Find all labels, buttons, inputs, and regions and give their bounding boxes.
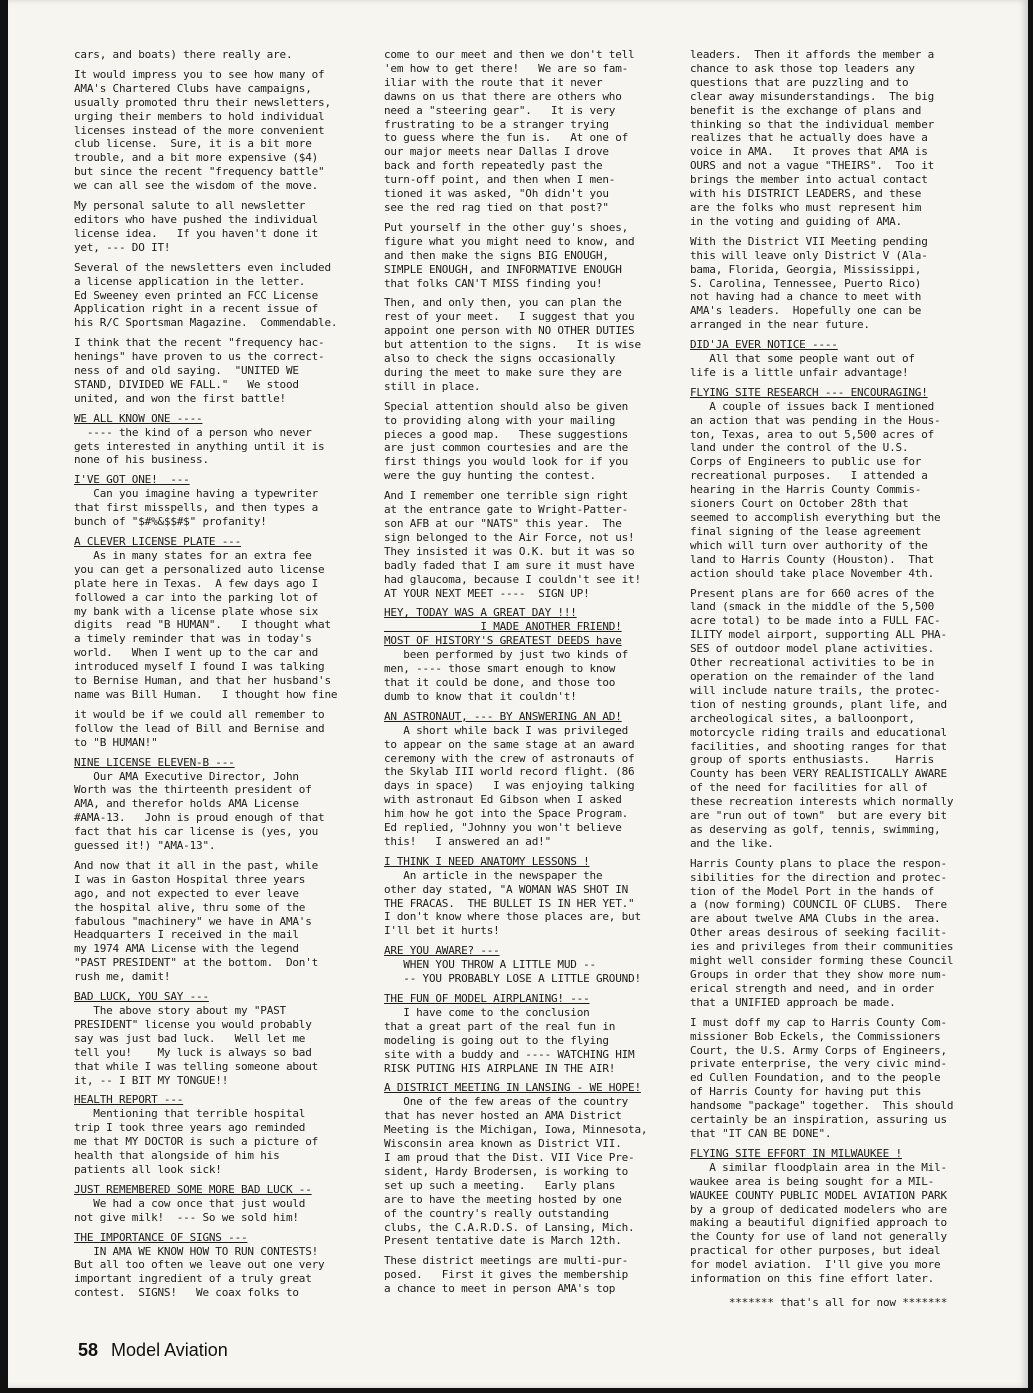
section-heading: THE FUN OF MODEL AIRPLANING! --- — [384, 992, 590, 1005]
paragraph: I must doff my cap to Harris County Com- missioner Bob Eckels, the Commissioners Court, the U.S. Army Corps of Engineers, private enterprise, the very civic mind- ed Cullen Foundation, and to the people of Harris County for having put this handsome "package" together. This should certainly be an inspiration, assuring us that "IT CAN BE DONE". — [690, 1015, 954, 1140]
paragraph: I have come to the conclusion that a great part of the real fun in modeling is going out to the flying site with a buddy and ---- WATCHING HIM RISK PUTING HIS AIRPLANE IN THE AIR! — [384, 1005, 635, 1075]
column-3 — [690, 48, 986, 1316]
section-heading: HEY, TODAY WAS A GREAT DAY !!! I MADE ANOTHER FRIEND! — [384, 606, 622, 634]
section-heading: I'VE GOT ONE! --- — [74, 473, 190, 487]
page-number: 58 — [78, 1340, 99, 1360]
paragraph: A short while back I was privileged to appear on the same stage at an award ceremony with the crew of astronauts of the Skylab III world record flight. (86 days in space) I was enjoying talking with astronaut Ed Gibson when I asked him how he got into the Space Program. Ed replied, "Johnny you won't believe this! I answered an ad!" — [384, 723, 635, 848]
paragraph: An article in the newspaper the other day stated, "A WOMAN WAS SHOT IN THE FRACAS. THE BULLET IS IN HER YET." I don't know where those places are, but I'll bet it hurts! — [384, 868, 641, 938]
paragraph: As in many states for an extra fee you can get a personalized auto license plate here in Texas. A few days ago I followed a car into the parking lot of my bank with a license plate whose six digits read "B HUMAN". I thought what a timely reminder that was in today's world. When I went up to the car and introduced myself I found I was talking to Bernise Human, and that her husband's name was Bill Human. I thought how fine — [74, 548, 338, 701]
section-heading: NINE LICENSE ELEVEN-B --- — [74, 755, 235, 769]
paragraph: A similar floodplain area in the Mil- waukee area is being sought for a MIL- WAUKEE COUNTY PUBLIC MODEL AVIATION PARK by a group of dedicated modelers who are making a beautiful dignified approach to the County for use of land not generally practical for other purposes, but ideal for model aviation. I'll give you more information on this fine effort later. — [690, 1160, 947, 1286]
paragraph: And now that it all in the past, while I was in Gaston Hospital three years ago, and not expected to ever leave the hospital alive, thru some of the fabulous "machinery" we have in AMA's Headquarters I received in the mail my 1974 AMA License with the legend "PAST PRESIDENT" at the bottom. Don't rush me, damit! — [74, 858, 319, 984]
section-heading: MOST OF HISTORY'S GREATEST DEEDS have — [384, 634, 622, 648]
section-heading: FLYING SITE RESEARCH --- ENCOURAGING! — [690, 385, 928, 399]
magazine-page — [8, 0, 1028, 1388]
paragraph: Special attention should also be given to providing along with your mailing pieces a good map. These suggestions are just common courtesies and are the first things you would look for if you were the guy hunting the contest. — [384, 399, 629, 483]
paragraph: A couple of issues back I mentioned an action that was pending in the Hous- ton, Texas, area to out 5,500 acres of land under the control of the U.S. Corps of Engineers to public use for recreational purposes. I attended a hearing in the Harris County Commis- sioners Court on October 28th that seemed to accomplish everything but the final signing of the lease agreement which will turn over authority of the land to Harris County (Houston). That action should take place November 4th. — [690, 399, 941, 580]
page-footer — [78, 1340, 228, 1361]
paragraph: Harris County plans to place the respon- sibilities for the direction and protec- tion of the Model Port in the hands of a (now forming) COUNCIL OF CLUBS. There are about twelve AMA Clubs in the area. Other areas desirous of seeking facilit- ies and privileges from their communities might well consider forming these Council Groups in order that they show more num- erical strength and need, and in order that a UNIFIED approach be made. — [690, 856, 954, 1009]
column-end-note: ******* that's all for now ******* — [728, 1295, 948, 1309]
paragraph: been performed by just two kinds of men, ---- those smart enough to know that it could be done, and those too dumb to know that it couldn't! — [384, 648, 629, 703]
paragraph: Our AMA Executive Director, John Worth was the thirteenth president of AMA, and therefor holds AMA License #AMA-13. John is proud enough of that fact that his car license is (yes, you guessed it!) "AMA-13". — [74, 769, 325, 853]
paragraph: Can you imagine having a typewriter that first misspells, and then types a bunch of "$#%&$$#$" profanity! — [74, 487, 319, 529]
column-2 — [384, 48, 674, 1302]
magazine-title: Model Aviation — [111, 1340, 228, 1360]
paragraph: We had a cow once that just would not give milk! --- So we sold him! — [74, 1196, 306, 1224]
column-1 — [74, 48, 372, 1306]
paragraph: leaders. Then it affords the member a chance to ask those top leaders any questions that are puzzling and to clear away misunderstandings. The big benefit is the exchange of plans and thinking so that the individual member realizes that he actually does have a voice in AMA. It proves that AMA is OURS and not a vague "THEIRS". Too it brings the member into actual contact with his DISTRICT LEADERS, and these are the folks who must represent him in the voting and guiding of AMA. — [690, 48, 935, 228]
section-heading: FLYING SITE EFFORT IN MILWAUKEE ! — [690, 1146, 902, 1160]
paragraph: Present plans are for 660 acres of the land (smack in the middle of the 5,500 acre total) to be made into a FULL FAC- ILITY model airport, supporting ALL PHA- SES of outdoor model plane activities. Other recreational activities to be in operation on the remainder of the land will include nature trails, the protec- tion of nesting grounds, plant life, and archeological sites, a balloonport, motorcycle riding trails and educational facilities, and shooting ranges for that group of sports enthusiasts. Harris County has been VERY REALISTICALLY AWARE of the need for facilities for all of these recreation interests which normally are "run out of town" but are every bit as deserving as golf, tennis, swimming, and the like. — [690, 586, 954, 850]
paragraph: ---- the kind of a person who never gets interested in anything until it is none of his business. — [74, 425, 325, 467]
section-heading: AN ASTRONAUT, --- BY ANSWERING AN AD! — [384, 709, 622, 723]
paragraph: WHEN YOU THROW A LITTLE MUD -- -- YOU PROBABLY LOSE A LITTLE GROUND! — [403, 958, 641, 986]
paragraph: And I remember one terrible sign right at the entrance gate to Wright-Patter- son AFB at our "NATS" this year. The sign belonged to the Air Force, not us! They insisted it was O.K. but it was so badly faded that I am sure it must have had glaucoma, because I couldn't see it! AT YOUR NEXT MEET ---- SIGN UP! — [384, 489, 641, 600]
paragraph: The above story about my "PAST PRESIDENT" license you would probably say was just bad luck. Well let me tell you! My luck is always so bad that while I was telling someone about it, -- I BIT MY TONGUE!! — [74, 1004, 319, 1087]
paragraph: it would be if we could all remember to follow the lead of Bill and Bernise and to "B HUMAN!" — [74, 707, 325, 749]
paragraph: cars, and boats) there really are. — [74, 48, 293, 61]
paragraph: These district meetings are multi-pur- posed. First it gives the membership a chance to meet in person AMA's top — [384, 1254, 629, 1296]
paragraph: Then, and only then, you can plan the rest of your meet. I suggest that you appoint one person with NO OTHER DUTIES but attention to the signs. It is wise also to check the signs occasionally during the meet to make sure they are still in place. — [384, 296, 641, 393]
section-heading: WE ALL KNOW ONE ---- — [74, 411, 203, 425]
section-heading: BAD LUCK, YOU SAY --- — [74, 990, 209, 1004]
paragraph: IN AMA WE KNOW HOW TO RUN CONTESTS! But all too often we leave out one very important ingredient of a truly great contest. SIGNS! We coax folks to — [74, 1244, 325, 1300]
paragraph: Put yourself in the other guy's shoes, figure what you might need to know, and and then make the signs BIG ENOUGH, SIMPLE ENOUGH, and INFORMATIVE ENOUGH that folks CAN'T MISS finding you! — [384, 220, 635, 290]
section-heading: A CLEVER LICENSE PLATE --- — [74, 535, 241, 548]
paragraph: I think that the recent "frequency hac- henings" have proven to us the correct- ness of and old saying. "UNITED WE STAND, DIVIDED WE FALL." We stood united, and won the first battle! — [74, 336, 325, 405]
section-heading: JUST REMEMBERED SOME MORE BAD LUCK -- — [74, 1182, 312, 1196]
paragraph: It would impress you to see how many of AMA's Chartered Clubs have campaigns, usually promoted thru their newsletters, urging their members to hold individual licenses instead of the more convenient club license. Sure, it is a bit more trouble, and a bit more expensive ($4) but since the recent "frequency battle" we can all see the wisdom of the move. — [74, 67, 331, 193]
section-heading: DID'JA EVER NOTICE ---- — [690, 338, 838, 352]
paragraph: Several of the newsletters even included a license application in the letter. Ed Sweeney even printed an FCC License Application right in a recent issue of his R/C Sportsman Magazine. Commendable. — [74, 260, 338, 330]
section-heading: ARE YOU AWARE? --- — [384, 944, 500, 958]
section-heading: HEALTH REPORT --- — [74, 1093, 184, 1107]
section-heading: THE IMPORTANCE OF SIGNS --- — [74, 1230, 248, 1244]
paragraph: come to our meet and then we don't tell 'em how to get there! We are so fam- iliar with the route that it never dawns on us that there are others who need a "steering gear". It is very frustrating to be a stranger trying to guess where the fun is. At one of our major meets near Dallas I drove back and forth repeatedly past the turn-off point, and then when I men- tioned it was asked, "Oh didn't you see the red rag tied on that post?" — [384, 48, 635, 214]
paragraph: Mentioning that terrible hospital trip I took three years ago reminded me that MY DOCTOR is such a picture of health that alongside of him his patients all look sick! — [74, 1107, 319, 1176]
paragraph: With the District VII Meeting pending this will leave only District V (Ala- bama, Florida, Georgia, Mississippi, S. Carolina, Tennessee, Puerto Rico) not having had a chance to meet with AMA's leaders. Hopefully one can be arranged in the near future. — [690, 234, 928, 332]
section-heading: A DISTRICT MEETING IN LANSING - WE HOPE! — [384, 1081, 641, 1095]
paragraph: One of the few areas of the country that has never hosted an AMA District Meeting is the Michigan, Iowa, Minnesota, Wisconsin area known as District VII. I am proud that the Dist. VII Vice Pre- sident, Hardy Brodersen, is working to set up such a meeting. Early plans are to have the meeting hosted by one of the country's really outstanding clubs, the C.A.R.D.S. of Lansing, Mich. Present tentative date is March 12th. — [384, 1095, 648, 1248]
paragraph: All that some people want out of life is a little unfair advantage! — [690, 352, 915, 379]
section-heading: I THINK I NEED ANATOMY LESSONS ! — [384, 854, 590, 868]
paragraph: My personal salute to all newsletter editors who have pushed the individual license idea. If you haven't done it yet, --- DO IT! — [74, 199, 319, 254]
